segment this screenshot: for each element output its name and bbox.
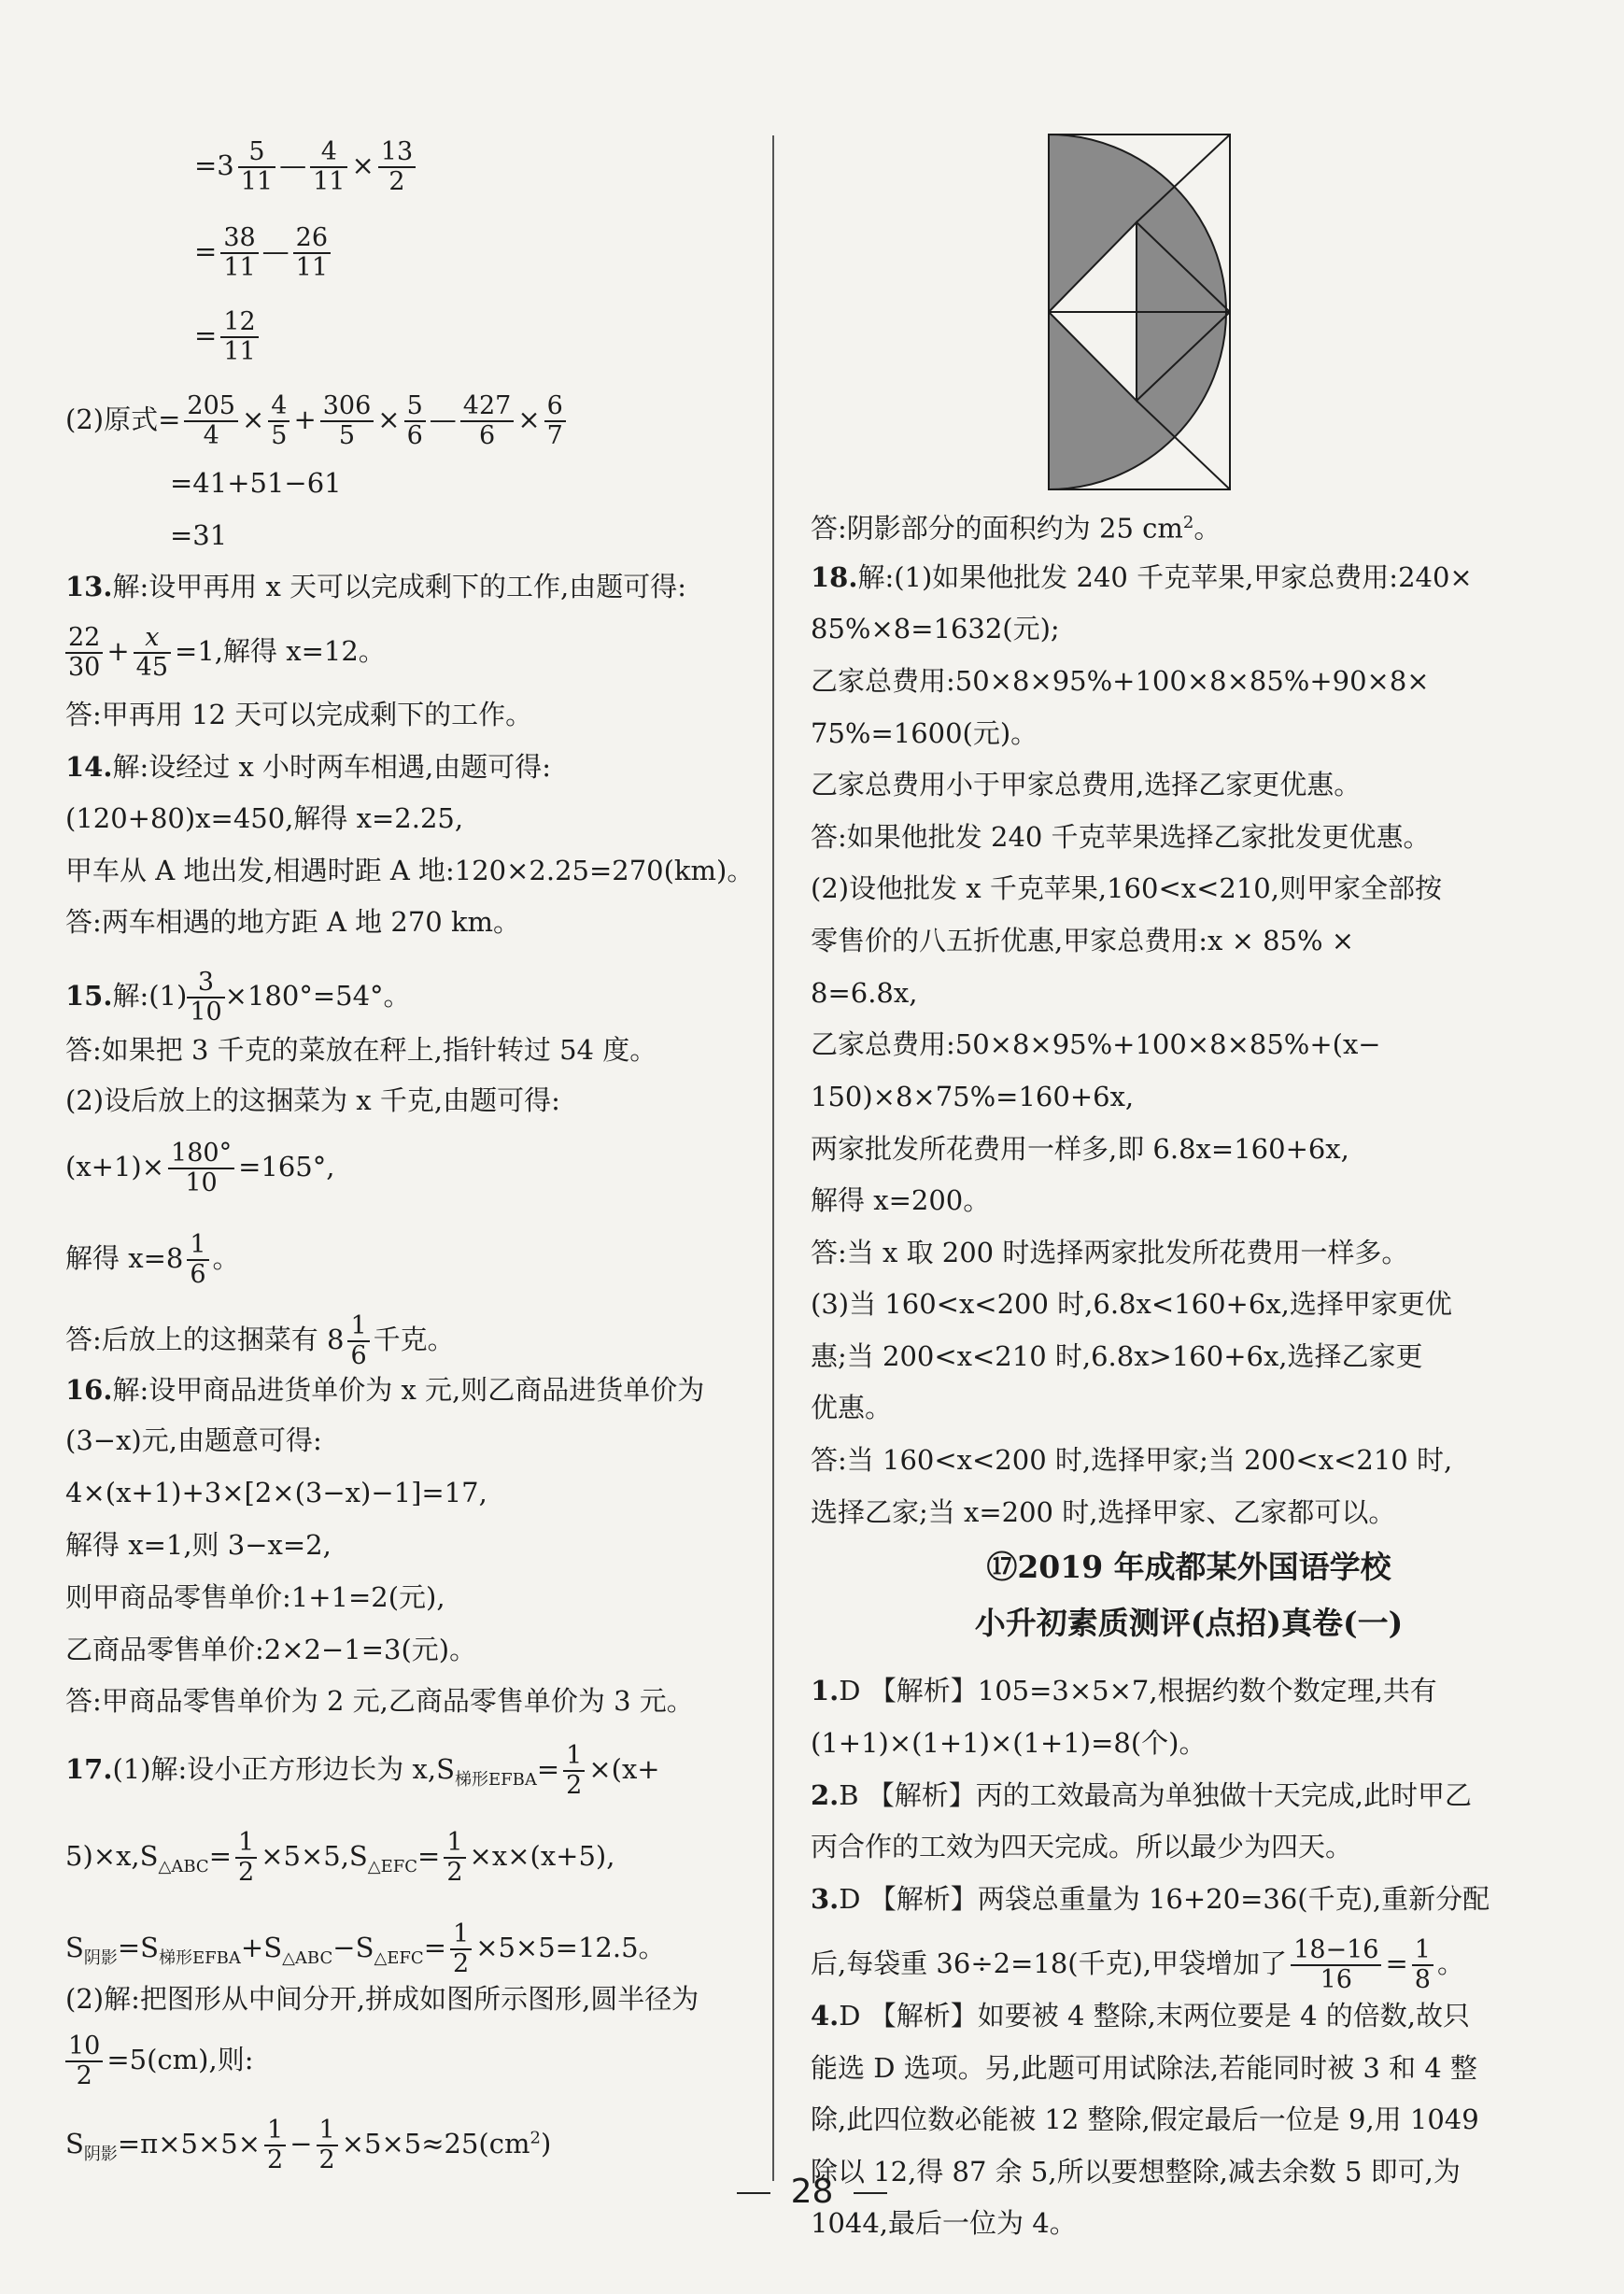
q18-line-19: 选择乙家;当 x=200 时,选择甲家、乙家都可以。 [811,1496,1396,1528]
q18-line-6: 答:如果他批发 240 千克苹果选择乙家批发更优惠。 [811,821,1431,853]
q18-line-9: 8=6.8x, [811,977,918,1009]
page-number-text: 28 [790,2173,834,2211]
figure-answer: 答:阴影部分的面积约为 25 $cm^2$。 [811,512,1222,545]
dash-left [737,2192,770,2194]
a4-line-5: 1044,最后一位为 4。 [811,2207,1077,2239]
q18-line-8: 零售价的八五折优惠,甲家总费用:x × 85% × [811,925,1355,956]
q18-line-1: 18.解:(1)如果他批发 240 千克苹果,甲家总费用:240× [811,561,1473,593]
page-number [0,2173,1624,2211]
q14-line-3: 甲车从 A 地出发,相遇时距 A 地:120×2.25=270(km)。 [65,855,755,886]
q17-line-5: $\frac{10}{2}$ =5(cm),则: [65,2032,253,2090]
fraction: $\frac{26}{11}$ [293,224,331,282]
q18-line-15: (3)当 160<x<200 时,6.8x<160+6x,选择甲家更优 [811,1288,1452,1320]
dash-right [854,2192,887,2194]
q16-line-1: 16.解:设甲商品进货单价为 x 元,则乙商品进货单价为 [65,1374,705,1406]
section-title-2: 小升初素质测评(点招)真卷(一) [974,1605,1404,1641]
calc-line-6: =31 [170,519,228,551]
calc-line-5: =41+51−61 [170,467,342,499]
fraction: $\frac{5}{11}$ [238,138,275,196]
a2-line-1: 2.B 【解析】丙的工效最高为单独做十天完成,此时甲乙 [811,1779,1473,1811]
q16-line-5: 则甲商品零售单价:1+1=2(元), [65,1581,445,1613]
q18-line-2: 85%×8=1632(元); [811,613,1060,644]
q18-line-10: 乙家总费用:50×8×95%+100×8×85%+(x− [811,1028,1381,1060]
q15-answer-1: 答:如果把 3 千克的菜放在秤上,指针转过 54 度。 [65,1034,657,1066]
a3-line-1: 3.D 【解析】两袋总重量为 16+20=36(千克),重新分配 [811,1883,1490,1915]
q18-line-11: 150)×8×75%=160+6x, [811,1081,1135,1112]
calc-line-1: =3 $\frac{5}{11}$ — $\frac{4}{11}$ × $\frac{13}{2}$ [194,138,419,196]
q15-equation: (x+1)× $\frac{180^\circ}{10}$ =165°, [65,1139,335,1197]
q17-line-1: 17.(1)解:设小正方形边长为 $x,S_{梯形EFBA}=$ $\frac{1}{2}$ ×(x+ [65,1741,660,1800]
a4-line-2: 能选 D 选项。另,此题可用试除法,若能同时被 3 和 4 整 [811,2052,1477,2084]
q15-solution: 解得 x=8 $\frac{1}{6}$ 。 [65,1230,240,1289]
q16-line-6: 乙商品零售单价:2×2−1=3(元)。 [65,1634,477,1665]
q15-answer-2: 答:后放上的这捆菜有 8 $\frac{1}{6}$ 千克。 [65,1311,455,1370]
q18-line-14: 答:当 x 取 200 时选择两家批发所花费用一样多。 [811,1237,1409,1268]
fraction: $\frac{12}{11}$ [220,308,258,366]
fraction: $\frac{38}{11}$ [220,224,258,282]
fraction: $\frac{13}{2}$ [378,138,416,196]
q18-line-7: (2)设他批发 x 千克苹果,160<x<210,则甲家全部按 [811,872,1442,904]
q17-line-3: $S_{阴影}=S_{梯形EFBA}+S_{\triangle ABC}-S_{\triangle EFC}=$ $\frac{1}{2}$ ×5×5=12.5。 [65,1919,666,1978]
text: =3 [194,149,234,181]
a4-line-1: 4.D 【解析】如要被 4 整除,末两位要是 4 的倍数,故只 [811,2000,1470,2032]
q13-line-1: 13.解:设甲再用 x 天可以完成剩下的工作,由题可得: [65,571,687,602]
calc-line-4: (2)原式= $\frac{205}{4}$ × $\frac{4}{5}$ + $\frac{306}{5}$ × $\frac{5}{6}$ — $\frac{427}{6}$ × $\frac{6}{7}$ [65,392,570,450]
a3-line-2: 后,每袋重 36÷2=18(千克),甲袋增加了 $\frac{18-16}{16}$ = $\frac{1}{8}$ 。 [811,1935,1464,1994]
column-divider [772,135,774,2181]
q18-line-3: 乙家总费用:50×8×95%+100×8×85%+90×8× [811,665,1430,697]
q13-line-2: $\frac{22}{30}$ + $\frac{x}{45}$ =1,解得 x=12。 [65,624,386,682]
a1-line-2: (1+1)×(1+1)×(1+1)=8(个)。 [811,1727,1207,1759]
q18-line-18: 答:当 160<x<200 时,选择甲家;当 200<x<210 时, [811,1444,1453,1476]
calc-line-2: = $\frac{38}{11}$ — $\frac{26}{11}$ [194,224,334,282]
q17-line-4: (2)解:把图形从中间分开,拼成如图所示图形,圆半径为 [65,1983,699,2015]
q18-line-17: 优惠。 [811,1392,893,1423]
fraction: $\frac{4}{11}$ [310,138,347,196]
q14-line-1: 14.解:设经过 x 小时两车相遇,由题可得: [65,751,552,783]
a1-line-1: 1.D 【解析】105=3×5×7,根据约数个数定理,共有 [811,1675,1437,1706]
a2-line-2: 丙合作的工效为四天完成。所以最少为四天。 [811,1831,1353,1862]
q16-line-2: (3−x)元,由题意可得: [65,1424,322,1456]
q18-line-4: 75%=1600(元)。 [811,717,1038,749]
q17-line-2: $5)\times x,S_{\triangle ABC}=$ $\frac{1}{2}$ $\times 5\times 5,S_{\triangle EFC}=$ $\frac{1}{2}$ ×x×(x+5), [65,1828,615,1887]
q16-line-3: 4×(x+1)+3×[2×(3−x)−1]=17, [65,1477,487,1508]
q18-line-5: 乙家总费用小于甲家总费用,选择乙家更优惠。 [811,769,1362,800]
calc-line-3: = $\frac{12}{11}$ [194,308,262,366]
q18-line-12: 两家批发所花费用一样多,即 6.8x=160+6x, [811,1133,1349,1165]
q15-line-1: 15.解:(1) $\frac{3}{10}$ ×180°=54°。 [65,968,411,1027]
a4-line-4: 除以 12,得 87 余 5,所以要想整除,减去余数 5 即可,为 [811,2156,1461,2188]
q14-line-2: (120+80)x=450,解得 x=2.25, [65,802,464,834]
section-title-1: ⑰2019 年成都某外国语学校 [986,1549,1391,1585]
q17-line-6: $S_{阴影}=\pi\times 5\times 5\times$ $\frac{1}{2}$ − $\frac{1}{2}$ $\times 5\times 5\approx 25(cm^2)$ [65,2116,552,2174]
a4-line-3: 除,此四位数必能被 12 整除,假定最后一位是 9,用 1049 [811,2103,1479,2135]
q18-line-16: 惠;当 200<x<210 时,6.8x>160+6x,选择乙家更 [811,1340,1423,1372]
semicircle-figure [1048,134,1231,490]
q14-answer: 答:两车相遇的地方距 A 地 270 km。 [65,906,521,938]
q16-line-4: 解得 x=1,则 3−x=2, [65,1529,332,1561]
q15-line-2: (2)设后放上的这捆菜为 x 千克,由题可得: [65,1084,560,1116]
q18-line-13: 解得 x=200。 [811,1184,991,1216]
q16-answer: 答:甲商品零售单价为 2 元,乙商品零售单价为 3 元。 [65,1685,694,1717]
q13-answer: 答:甲再用 12 天可以完成剩下的工作。 [65,699,533,730]
